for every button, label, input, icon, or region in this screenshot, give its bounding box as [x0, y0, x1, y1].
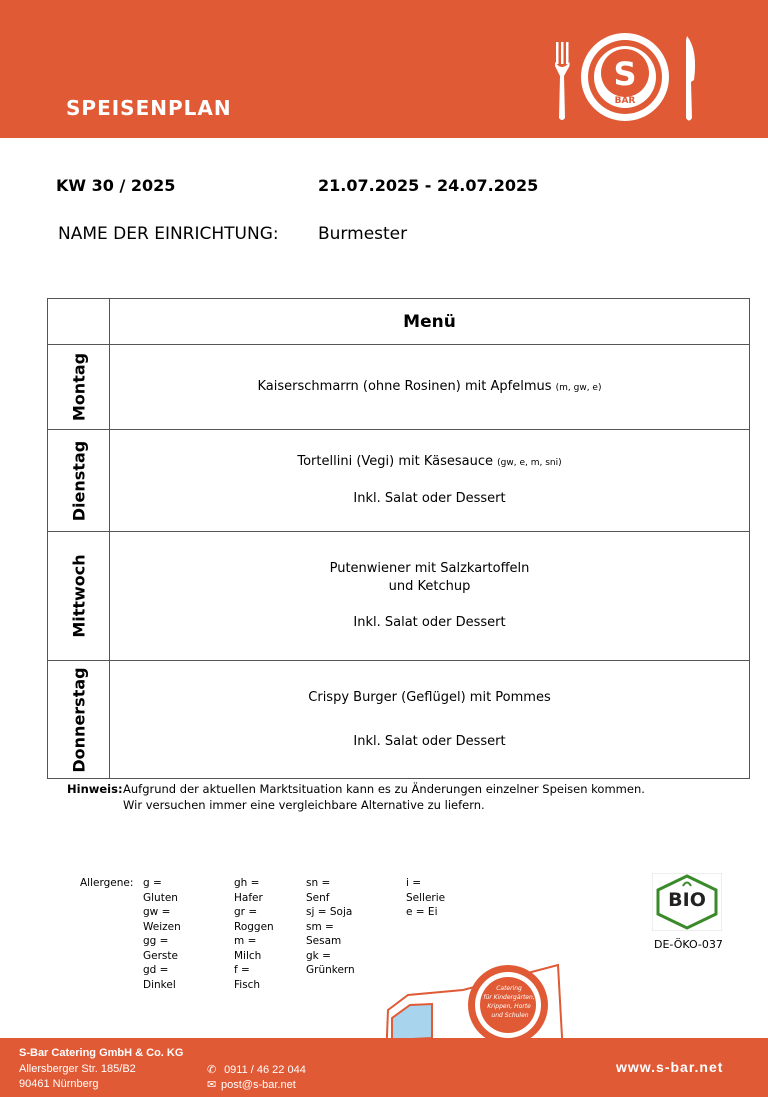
s-bar-logo: [550, 30, 700, 125]
email-address[interactable]: post@s-bar.net: [221, 1079, 296, 1091]
bio-seal-icon: [652, 873, 722, 931]
day-cell: [48, 345, 110, 430]
day-label: Dienstag: [69, 440, 88, 521]
fork-icon: [555, 42, 570, 120]
day-cell: [48, 532, 110, 661]
allergen-column: [306, 876, 355, 978]
allergen-item: gw = Weizen: [143, 906, 181, 933]
allergen-item: g = Gluten: [143, 877, 178, 904]
allergen-item: gd = Dinkel: [143, 964, 176, 991]
table-row: [48, 532, 750, 661]
allergen-item: gr = Roggen: [234, 906, 274, 933]
allergen-item: sn = Senf: [306, 877, 331, 904]
dish-name-line2: und Ketchup: [388, 579, 471, 594]
notice: [67, 781, 645, 813]
footer-street: Allersberger Str. 185/B2: [19, 1063, 136, 1075]
footer-email[interactable]: [207, 1078, 296, 1091]
menu-header: Menü: [110, 299, 750, 345]
calendar-week: KW 30 / 2025: [56, 176, 176, 195]
notice-line1: Aufgrund der aktuellen Marktsituation kann es zu Änderungen einzelner Speisen kommen.: [123, 782, 645, 796]
notice-line2: Wir versuchen immer eine vergleichbare Alternative zu liefern.: [123, 798, 485, 812]
dish-allergens: (gw, e, m, sni): [497, 458, 562, 468]
dish-cell: [110, 345, 750, 430]
allergen-item: e = Ei: [406, 906, 438, 918]
dish-name: Crispy Burger (Geflügel) mit Pommes: [308, 689, 551, 705]
bio-logo-text: BIO: [668, 889, 706, 911]
page-title: SPEISENPLAN: [66, 96, 232, 120]
dish-name-line1: Putenwiener mit Salzkartoffeln: [329, 561, 530, 576]
dish-name: Kaiserschmarrn (ohne Rosinen) mit Apfelmus: [257, 378, 552, 394]
mail-icon: ✉: [207, 1079, 217, 1091]
dish-extra: Inkl. Salat oder Dessert: [353, 491, 506, 506]
logo-sub: BAR: [614, 96, 636, 106]
allergen-column: [143, 876, 181, 992]
footer: [0, 1038, 768, 1097]
phone-number: 0911 / 46 22 044: [224, 1064, 306, 1076]
menu-header-row: [48, 299, 750, 345]
allergen-item: i = Sellerie: [406, 877, 446, 904]
dish-cell: [110, 532, 750, 661]
menu-header-blank: [48, 299, 110, 345]
allergen-column: [406, 876, 445, 920]
footer-company: S-Bar Catering GmbH & Co. KG: [19, 1047, 184, 1059]
dish-allergens: (m, gw, e): [555, 382, 602, 393]
allergen-item: sj = Soja: [306, 906, 353, 918]
table-row: [48, 661, 750, 779]
truck-slogan: Catering für Kindergärten, Krippen, Horte und Schulen: [483, 985, 535, 1019]
notice-label: Hinweis:: [67, 782, 123, 796]
menu-table: [47, 298, 750, 779]
dish-extra: Inkl. Salat oder Dessert: [353, 615, 506, 630]
dish-name: Tortellini (Vegi) mit Käsesauce: [297, 454, 494, 469]
phone-icon: ✆: [207, 1064, 217, 1076]
allergen-item: m = Milch: [234, 935, 262, 962]
allergen-column: [234, 876, 274, 992]
footer-website[interactable]: www.s-bar.net: [616, 1059, 724, 1075]
footer-city: 90461 Nürnberg: [19, 1078, 99, 1090]
bio-code: DE-ÖKO-037: [654, 938, 723, 951]
allergen-label: Allergene:: [80, 877, 134, 889]
day-cell: [48, 430, 110, 532]
allergen-item: gk = Grünkern: [306, 949, 355, 976]
dish-cell: [110, 661, 750, 779]
day-label: Montag: [69, 352, 88, 422]
allergen-item: gh = Hafer: [234, 877, 263, 904]
dish-cell: [110, 430, 750, 532]
institution-name: Burmester: [318, 224, 408, 244]
allergen-item: sm = Sesam: [306, 920, 342, 947]
header-banner: [0, 0, 768, 138]
dish-extra: Inkl. Salat oder Dessert: [353, 733, 506, 749]
logo-letter: S: [613, 55, 637, 93]
table-row: [48, 345, 750, 430]
allergen-item: f = Fisch: [234, 964, 261, 991]
allergen-item: gg = Gerste: [143, 935, 178, 962]
institution-label: NAME DER EINRICHTUNG:: [58, 224, 279, 244]
table-row: [48, 430, 750, 532]
date-range: 21.07.2025 - 24.07.2025: [318, 176, 539, 195]
knife-icon: [686, 36, 695, 121]
day-label: Mittwoch: [69, 554, 88, 638]
day-cell: [48, 661, 110, 779]
footer-phone: [207, 1063, 306, 1076]
day-label: Donnerstag: [69, 666, 88, 773]
